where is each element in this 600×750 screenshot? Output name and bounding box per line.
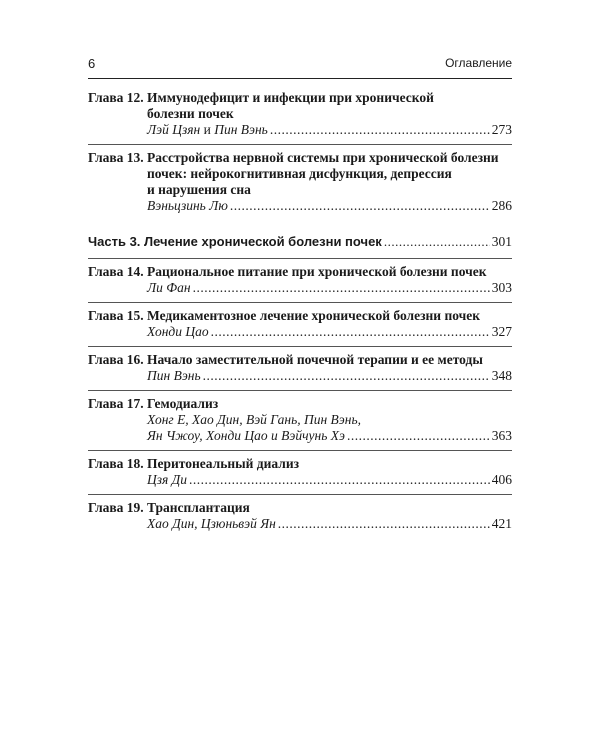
dot-leader — [211, 324, 490, 340]
chapter-author: Лэй Цзян и Пин Вэнь — [147, 122, 268, 137]
chapter-label: Глава 19. — [88, 500, 144, 515]
chapter-author: Пин Вэнь — [147, 368, 201, 383]
toc-entry-chapter-13[interactable] — [88, 144, 512, 214]
dot-leader — [347, 428, 490, 444]
table-of-contents — [88, 90, 512, 532]
chapter-label: Глава 13. — [88, 150, 144, 165]
chapter-label: Глава 16. — [88, 352, 144, 367]
page-number: 6 — [88, 56, 96, 71]
chapter-page: 421 — [491, 516, 512, 531]
running-title: Оглавление — [445, 56, 512, 70]
chapter-page: 286 — [491, 198, 512, 213]
toc-entry-chapter-15[interactable] — [88, 302, 512, 346]
toc-entry-chapter-16[interactable] — [88, 346, 512, 390]
chapter-title: Медикаментозное лечение хронической болезни почек — [147, 308, 481, 323]
chapter-title: Расстройства нервной системы при хронической болезни — [147, 150, 499, 165]
chapter-page: 303 — [491, 280, 512, 295]
chapter-page: 406 — [491, 472, 512, 487]
chapter-label: Глава 12. — [88, 90, 144, 105]
chapter-title-cont: и нарушения сна — [147, 182, 251, 197]
part-page: 301 — [491, 234, 512, 249]
chapter-title: Перитонеальный диализ — [147, 456, 300, 471]
chapter-label: Глава 18. — [88, 456, 144, 471]
header-rule — [88, 78, 512, 79]
chapter-author: Вэньцзинь Лю — [147, 198, 228, 213]
chapter-title: Начало заместительной почечной терапии и ее методы — [147, 352, 483, 367]
dot-leader — [270, 122, 490, 138]
dot-leader — [384, 234, 490, 250]
chapter-author: Хонди Цао — [147, 324, 209, 339]
chapter-author: Хао Дин, Цзюньвэй Ян — [147, 516, 276, 531]
chapter-title-cont: болезни почек — [147, 106, 234, 121]
dot-leader — [230, 198, 490, 214]
chapter-author: Хонг Е, Хао Дин, Вэй Гань, Пин Вэнь, — [147, 412, 361, 427]
toc-entry-chapter-12[interactable] — [88, 90, 512, 144]
toc-entry-chapter-14[interactable] — [88, 258, 512, 302]
dot-leader — [278, 516, 490, 532]
part-title: Часть 3. Лечение хронической болезни почек — [88, 234, 382, 249]
toc-entry-part-3[interactable] — [88, 234, 512, 258]
chapter-author: Цзя Ди — [147, 472, 188, 487]
toc-entry-chapter-17[interactable] — [88, 390, 512, 450]
chapter-title: Иммунодефицит и инфекции при хронической — [147, 90, 434, 105]
chapter-label: Глава 14. — [88, 264, 144, 279]
chapter-page: 363 — [491, 428, 512, 443]
toc-entry-chapter-18[interactable] — [88, 450, 512, 494]
chapter-title: Рациональное питание при хронической болезни почек — [147, 264, 487, 279]
chapter-page: 273 — [491, 122, 512, 137]
chapter-label: Глава 15. — [88, 308, 144, 323]
chapter-page: 348 — [491, 368, 512, 383]
chapter-page: 327 — [491, 324, 512, 339]
page-header — [88, 56, 512, 76]
chapter-title: Гемодиализ — [147, 396, 219, 411]
toc-entry-chapter-19[interactable] — [88, 494, 512, 532]
chapter-label: Глава 17. — [88, 396, 144, 411]
chapter-author: Ян Чжоу, Хонди Цао и Вэйчунь Хэ — [147, 428, 345, 443]
dot-leader — [203, 368, 490, 384]
dot-leader — [189, 472, 490, 488]
dot-leader — [193, 280, 490, 296]
chapter-title-cont: почек: нейрокогнитивная дисфункция, депрессия — [147, 166, 452, 181]
chapter-author: Ли Фан — [147, 280, 191, 295]
chapter-title: Трансплантация — [147, 500, 250, 515]
